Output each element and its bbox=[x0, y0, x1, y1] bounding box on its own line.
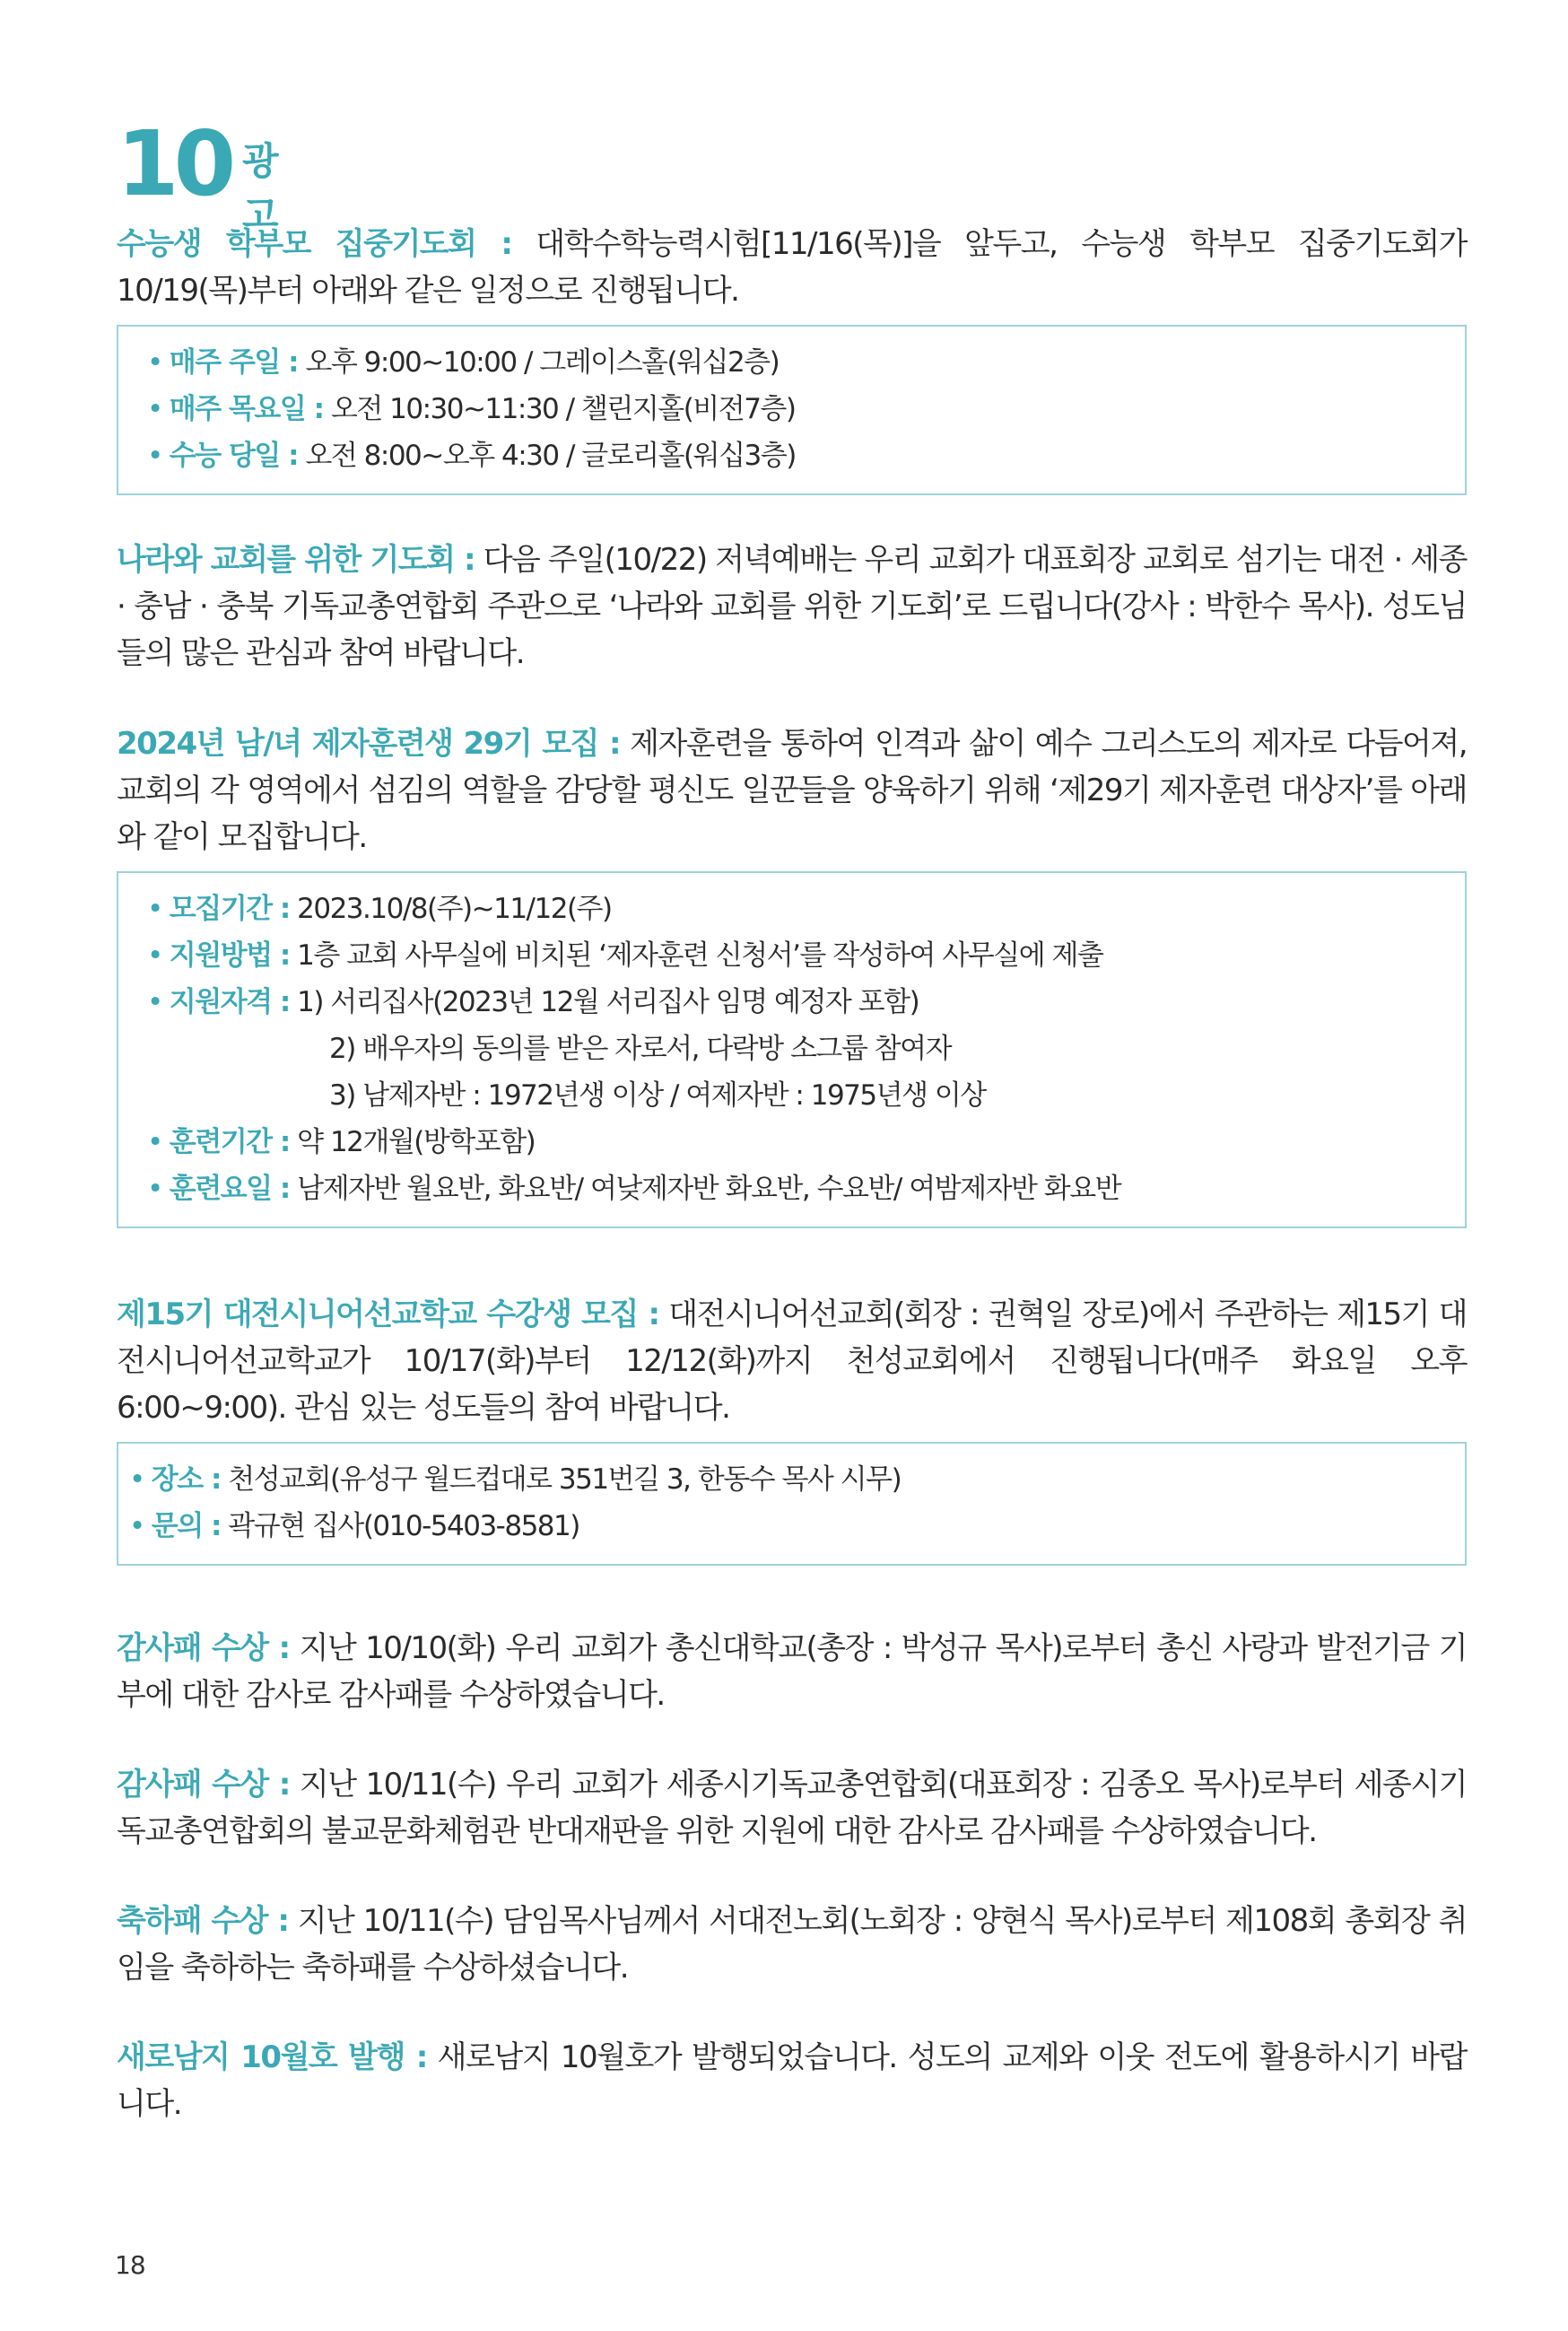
announcement-body: 지난 10/11(수) 담임목사님께서 서대전노회(노회장 : 양현식 목사)로부터 제108회 총회장 취임을 축하하는 축하패를 수상하셨습니다. bbox=[117, 1903, 1468, 1986]
announcement-body: 지난 10/10(화) 우리 교회가 총신대학교(총장 : 박성규 목사)로부터 총신 사랑과 발전기금 기부에 대한 감사로 감사패를 수상하였습니다. bbox=[117, 1630, 1468, 1713]
info-item: • 지원자격 : 1) 서리집사(2023년 12월 서리집사 임명 예정자 포함) bbox=[147, 986, 919, 1018]
announcement-text bbox=[117, 1761, 1467, 1855]
announcement-senior-mission-school bbox=[117, 1291, 1467, 1566]
announcement-award-chongshin bbox=[117, 1625, 1467, 1718]
announcement-label: 축하패 수상 : bbox=[117, 1903, 289, 1939]
announcement-label: 감사패 수상 : bbox=[117, 1767, 290, 1803]
announcement-congrats-plaque bbox=[117, 1898, 1467, 1991]
info-item: • 훈련요일 : 남제자반 월요반, 화요반/ 여낮제자반 화요반, 수요반/ 여밤제자반 화요반 bbox=[147, 1173, 1121, 1205]
announcement-award-sejong bbox=[117, 1761, 1467, 1855]
announcement-text bbox=[117, 1898, 1467, 1991]
announcement-discipleship-recruit bbox=[117, 720, 1467, 1228]
info-item: • 지원방법 : 1층 교회 사무실에 비치된 ‘제자훈련 신청서’를 작성하여 사무실에 제출 bbox=[147, 939, 1103, 972]
announcement-suneung-prayer bbox=[117, 221, 1467, 495]
announcement-text bbox=[117, 1625, 1467, 1718]
info-item: • 문의 : 곽규현 집사(010-5403-8581) bbox=[129, 1510, 579, 1542]
announcement-text bbox=[117, 1291, 1467, 1431]
announcement-text bbox=[117, 720, 1467, 860]
announcement-text bbox=[117, 2034, 1467, 2127]
info-item-continued: 3) 남제자반 : 1972년생 이상 / 여제자반 : 1975년생 이상 bbox=[329, 1079, 986, 1112]
bullet-icon: • bbox=[147, 440, 162, 472]
section-number: 10 bbox=[117, 111, 231, 216]
info-item: • 장소 : 천성교회(유성구 월드컵대로 351번길 3, 한동수 목사 시무) bbox=[129, 1463, 902, 1496]
page-number: 18 bbox=[115, 2250, 145, 2280]
info-box bbox=[117, 1442, 1467, 1566]
info-box bbox=[117, 325, 1467, 495]
bullet-icon: • bbox=[147, 346, 162, 379]
bullet-icon: • bbox=[147, 1173, 162, 1205]
bullet-icon: • bbox=[147, 893, 162, 925]
bullet-icon: • bbox=[147, 939, 162, 972]
announcement-label: 2024년 남/녀 제자훈련생 29기 모집 : bbox=[117, 726, 621, 762]
info-item: • 수능 당일 : 오전 8:00∼오후 4:30 / 글로리홀(워십3층) bbox=[147, 440, 796, 472]
announcement-label: 수능생 학부모 집중기도회 : bbox=[117, 226, 512, 262]
bullet-icon: • bbox=[129, 1510, 144, 1542]
announcement-body: 제자훈련을 통하여 인격과 삶이 예수 그리스도의 제자로 다듬어져, 교회의 각 영역에서 섬김의 역할을 감당할 평신도 일꾼들을 양육하기 위해 ‘제29기 제자훈련 대상자’를 아래와 같이 모집합니다. bbox=[117, 726, 1468, 855]
announcement-label: 나라와 교회를 위한 기도회 : bbox=[117, 542, 475, 578]
info-item: • 매주 목요일 : 오전 10:30∼11:30 / 챌린지홀(비전7층) bbox=[147, 393, 796, 425]
info-item-continued: 2) 배우자의 동의를 받은 자로서, 다락방 소그룹 참여자 bbox=[329, 1033, 952, 1065]
announcement-body: 대전시니어선교회(회장 : 권혁일 장로)에서 주관하는 제15기 대전시니어선교학교가 10/17(화)부터 12/12(화)까지 천성교회에서 진행됩니다(매주 화요일 오후 6:00~9:00). 관심 있는 성도들의 참여 바랍니다. bbox=[117, 1296, 1467, 1426]
info-box bbox=[117, 871, 1467, 1228]
announcement-text bbox=[117, 537, 1467, 677]
announcement-national-prayer bbox=[117, 537, 1467, 677]
announcement-text bbox=[117, 221, 1467, 314]
info-item: • 매주 주일 : 오후 9:00∼10:00 / 그레이스홀(워십2층) bbox=[147, 346, 780, 379]
announcement-label: 제15기 대전시니어선교학교 수강생 모집 : bbox=[117, 1296, 659, 1332]
announcement-body: 다음 주일(10/22) 저녁예배는 우리 교회가 대표회장 교회로 섬기는 대전 · 세종 · 충남 · 충북 기독교총연합회 주관으로 ‘나라와 교회를 위한 기도회’로 드립니다(강사 : 박한수 목사). 성도님들의 많은 관심과 참여 바랍니다. bbox=[117, 542, 1467, 671]
announcement-magazine-issue bbox=[117, 2034, 1467, 2127]
announcement-label: 새로남지 10월호 발행 : bbox=[117, 2039, 427, 2075]
announcement-body: 대학수학능력시험[11/16(목)]을 앞두고, 수능생 학부모 집중기도회가 10/19(목)부터 아래와 같은 일정으로 진행됩니다. bbox=[117, 226, 1467, 309]
announcement-body: 지난 10/11(수) 우리 교회가 세종시기독교총연합회(대표회장 : 김종오 목사)로부터 세종시기독교총연합회의 불교문화체험관 반대재판을 위한 지원에 대한 감사로 감사패를 수상하였습니다. bbox=[117, 1767, 1468, 1849]
info-item: • 모집기간 : 2023.10/8(주)∼11/12(주) bbox=[147, 893, 612, 925]
bullet-icon: • bbox=[147, 986, 162, 1018]
bullet-icon: • bbox=[147, 1126, 162, 1158]
info-item: • 훈련기간 : 약 12개월(방학포함) bbox=[147, 1126, 536, 1158]
bullet-icon: • bbox=[129, 1463, 144, 1496]
bullet-icon: • bbox=[147, 393, 162, 425]
announcement-body: 새로남지 10월호가 발행되었습니다. 성도의 교제와 이웃 전도에 활용하시기 바랍니다. bbox=[117, 2039, 1467, 2122]
announcement-label: 감사패 수상 : bbox=[117, 1630, 290, 1666]
section-title: 광고 bbox=[242, 139, 279, 237]
